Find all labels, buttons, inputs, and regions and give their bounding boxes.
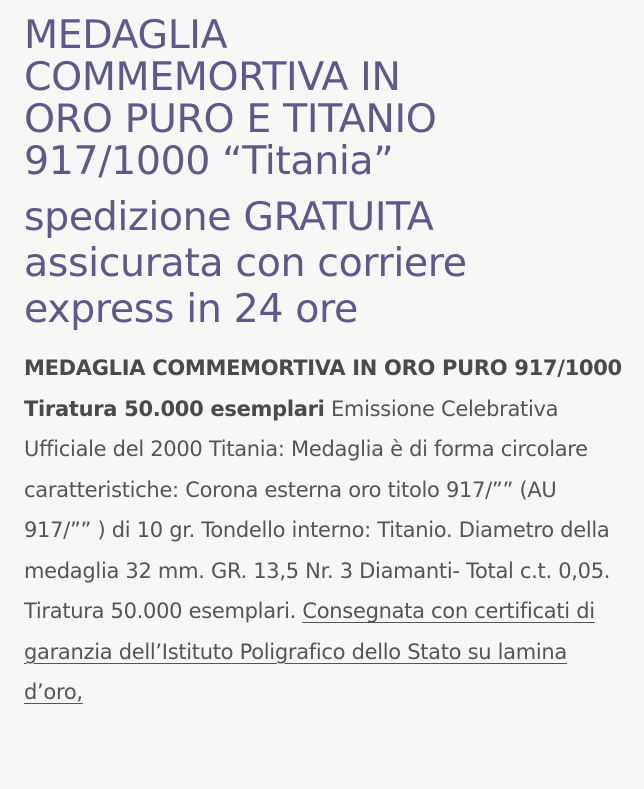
description-bold-intro: MEDAGLIA COMMEMORTIVA IN ORO PURO 917/1000 Tiratura 50.000 esemplari	[24, 356, 622, 421]
description-text: Emissione Celebrativa Ufficiale del 2000 Titania: Medaglia è di forma circolare caratteristiche: Corona esterna oro titolo 917/”” (AU 917/”” ) di 10 gr. Tondello interno: Titanio. Diametro della medaglia 32 mm. GR. 13,5 Nr. 3 Diamanti- Total c.t. 0,05. Tiratura 50.000 esemplari.	[24, 396, 611, 623]
product-description	[24, 348, 626, 713]
shipping-subtitle: spedizione GRATUITA assicurata con corriere express in 24 ore	[24, 194, 467, 332]
product-title: MEDAGLIA COMMEMORTIVA IN ORO PURO E TITANIO 917/1000 “Titania”	[24, 12, 437, 184]
certificate-link[interactable]: Consegnata con certificati di garanzia dell’Istituto Poligrafico dello Stato su lamina d’oro,	[24, 599, 595, 704]
